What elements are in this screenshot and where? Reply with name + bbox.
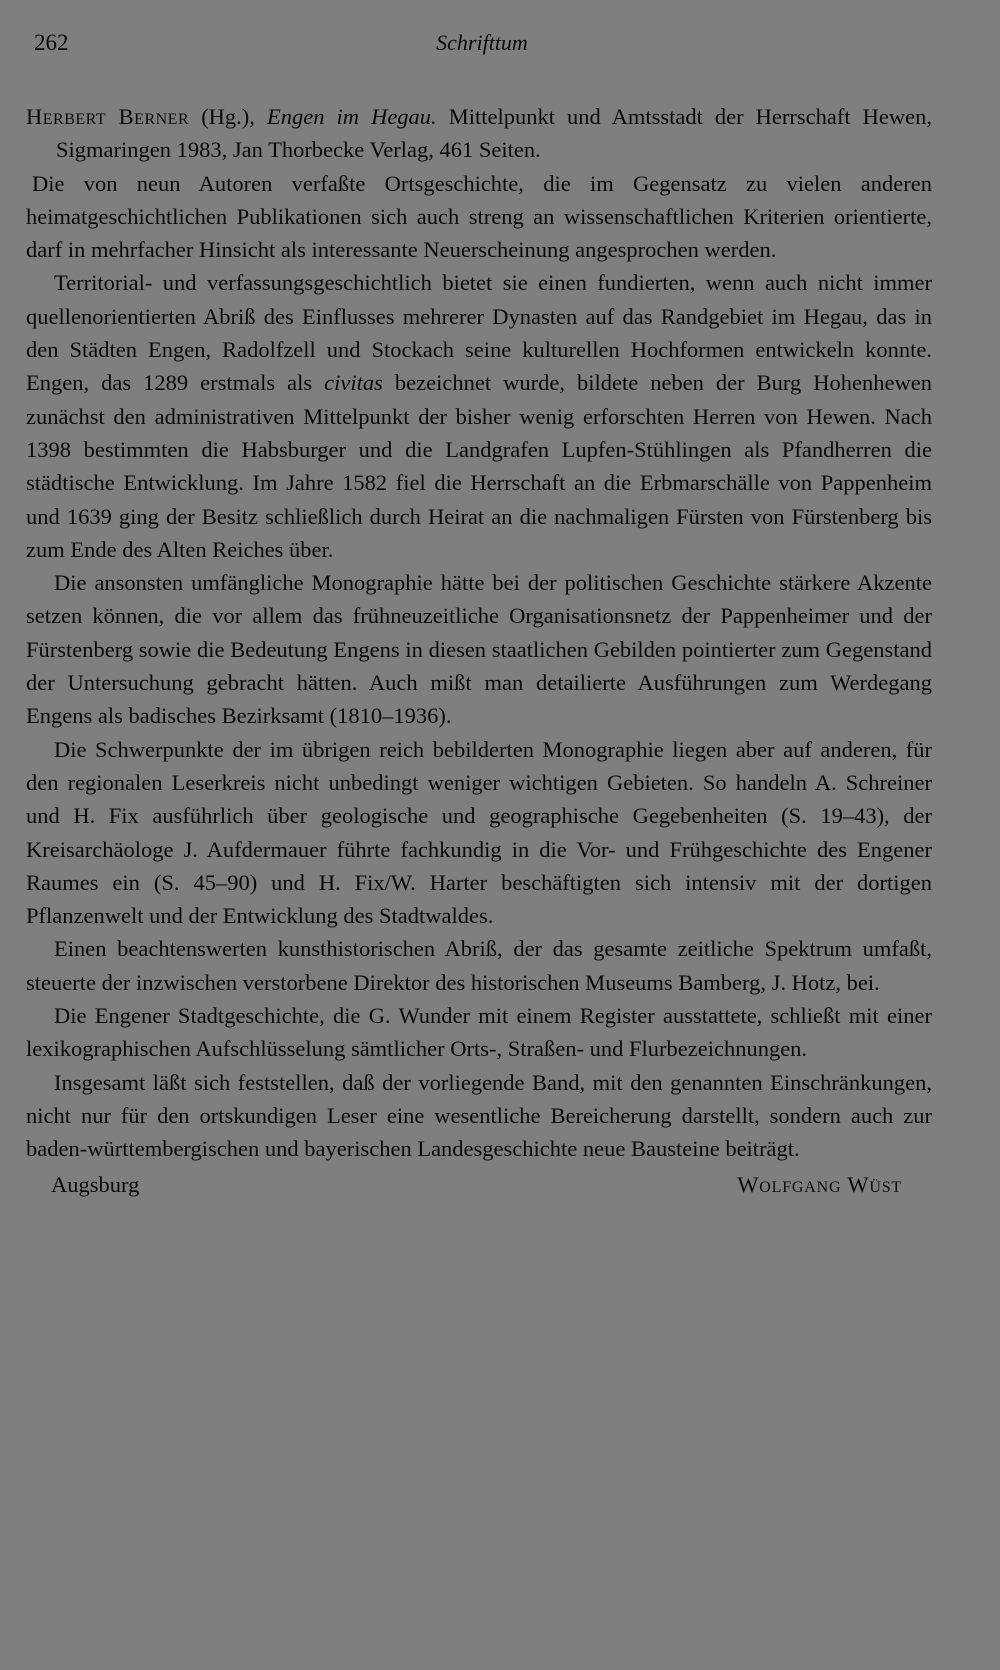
running-head: Schrifttum: [436, 30, 528, 55]
paragraph-4: Die Schwerpunkte der im übrigen reich bebilderten Monographie liegen aber auf anderen, für den regionalen Leserkreis nicht unbedingt weniger wichtigen Gebieten. So handeln A. Schreiner und H. Fix ausführlich über geologische und geographische Gegebenheiten (S. 19–43), der Kreisarchäologe J. Aufdermauer führte fachkundig in die Vor- und Frühgeschichte des Engener Raumes ein (S. 45–90) und H. Fix/W. Harter beschäftigten sich intensiv mit der dortigen Pflanzenwelt und der Entwicklung des Stadtwaldes.: [26, 736, 932, 929]
bibliographic-entry: [26, 100, 932, 167]
paragraph-2-text-a: Territorial- und verfassungsgeschichtlich bietet sie einen fundierten, wenn auch nicht immer quellenorientierten Abriß des Einflusses mehrerer Dynasten auf das Randgebiet im Hegau, das in den Städten Engen, Radolfzell und Stockach seine kulturellen Hochformen entwickeln konnte. Engen, das 1289 erstmals als: [26, 270, 932, 396]
review-body: [26, 100, 932, 1202]
paragraph-5: Einen beachtenswerten kunsthistorischen Abriß, der das gesamte zeitliche Spektrum umfaßt, steuerte der inzwischen verstorbene Direktor des historischen Museums Bamberg, J. Hotz, bei.: [26, 936, 932, 995]
editor-note: (Hg.),: [189, 104, 267, 129]
paragraph-3: Die ansonsten umfängliche Monographie hätte bei der politischen Geschichte stärkere Akzente setzen können, die vor allem das frühneuzeitliche Organisationsnetz der Pappenheimer und der Fürstenberg sowie die Bedeutung Engens in diesen staatlichen Gebilden pointierter zum Gegenstand der Untersuchung gebracht hätten. Auch mißt man detailierte Ausführungen zum Werdegang Engens als badisches Bezirksamt (1810–1936).: [26, 570, 932, 729]
reviewer-name: Wolfgang Wüst: [737, 1171, 902, 1197]
paragraph-7: Insgesamt läßt sich feststellen, daß der vorliegende Band, mit den genannten Einschränkungen, nicht nur für den ortskundigen Leser eine wesentliche Bereicherung darstellt, sondern auch zur baden-württembergischen und bayerischen Landesgeschichte neue Bausteine beiträgt.: [26, 1069, 932, 1162]
publication-details: Mittelpunkt und Amtsstadt der Herrschaft Hewen, Sigmaringen 1983, Jan Thorbecke Verlag, 461 Seiten.: [56, 104, 933, 163]
paragraph-2-italic: civitas: [324, 370, 383, 396]
book-title: Engen im Hegau.: [266, 104, 437, 129]
paragraph-1: Die von neun Autoren verfaßte Ortsgeschichte, die im Gegensatz zu vielen anderen heimatgeschichtlichen Publikationen sich auch streng an wissenschaftlichen Kriterien orientierte, darf in mehrfacher Hinsicht als interessante Neuerscheinung angesprochen werden.: [26, 170, 932, 263]
paragraph-2: [26, 266, 932, 566]
signature-place: Augsburg: [51, 1171, 140, 1197]
page-header: [34, 30, 930, 64]
page-number: 262: [34, 30, 69, 55]
paragraph-2-text-b: bezeichnet wurde, bildete neben der Burg Hohenhewen zunächst den administrativen Mittelpunkt der bisher wenig erforschten Herren von Hewen. Nach 1398 bestimmten die Habsburger und die Landgrafen Lupfen-Stühlingen als Pfandherren die städtische Entwicklung. Im Jahre 1582 fiel die Herrschaft an die Erbmarschälle von Pappenheim und 1639 ging der Besitz schließlich durch Heirat an die nachmaligen Fürsten von Fürstenberg bis zum Ende des Alten Reiches über.: [26, 370, 932, 562]
signature-line: [26, 1168, 932, 1202]
editor-name: Herbert Berner: [26, 104, 190, 129]
paragraph-6: Die Engener Stadtgeschichte, die G. Wunder mit einem Register ausstattete, schließt mit einer lexikographischen Aufschlüsselung sämtlicher Orts-, Straßen- und Flurbezeichnungen.: [26, 1003, 932, 1062]
